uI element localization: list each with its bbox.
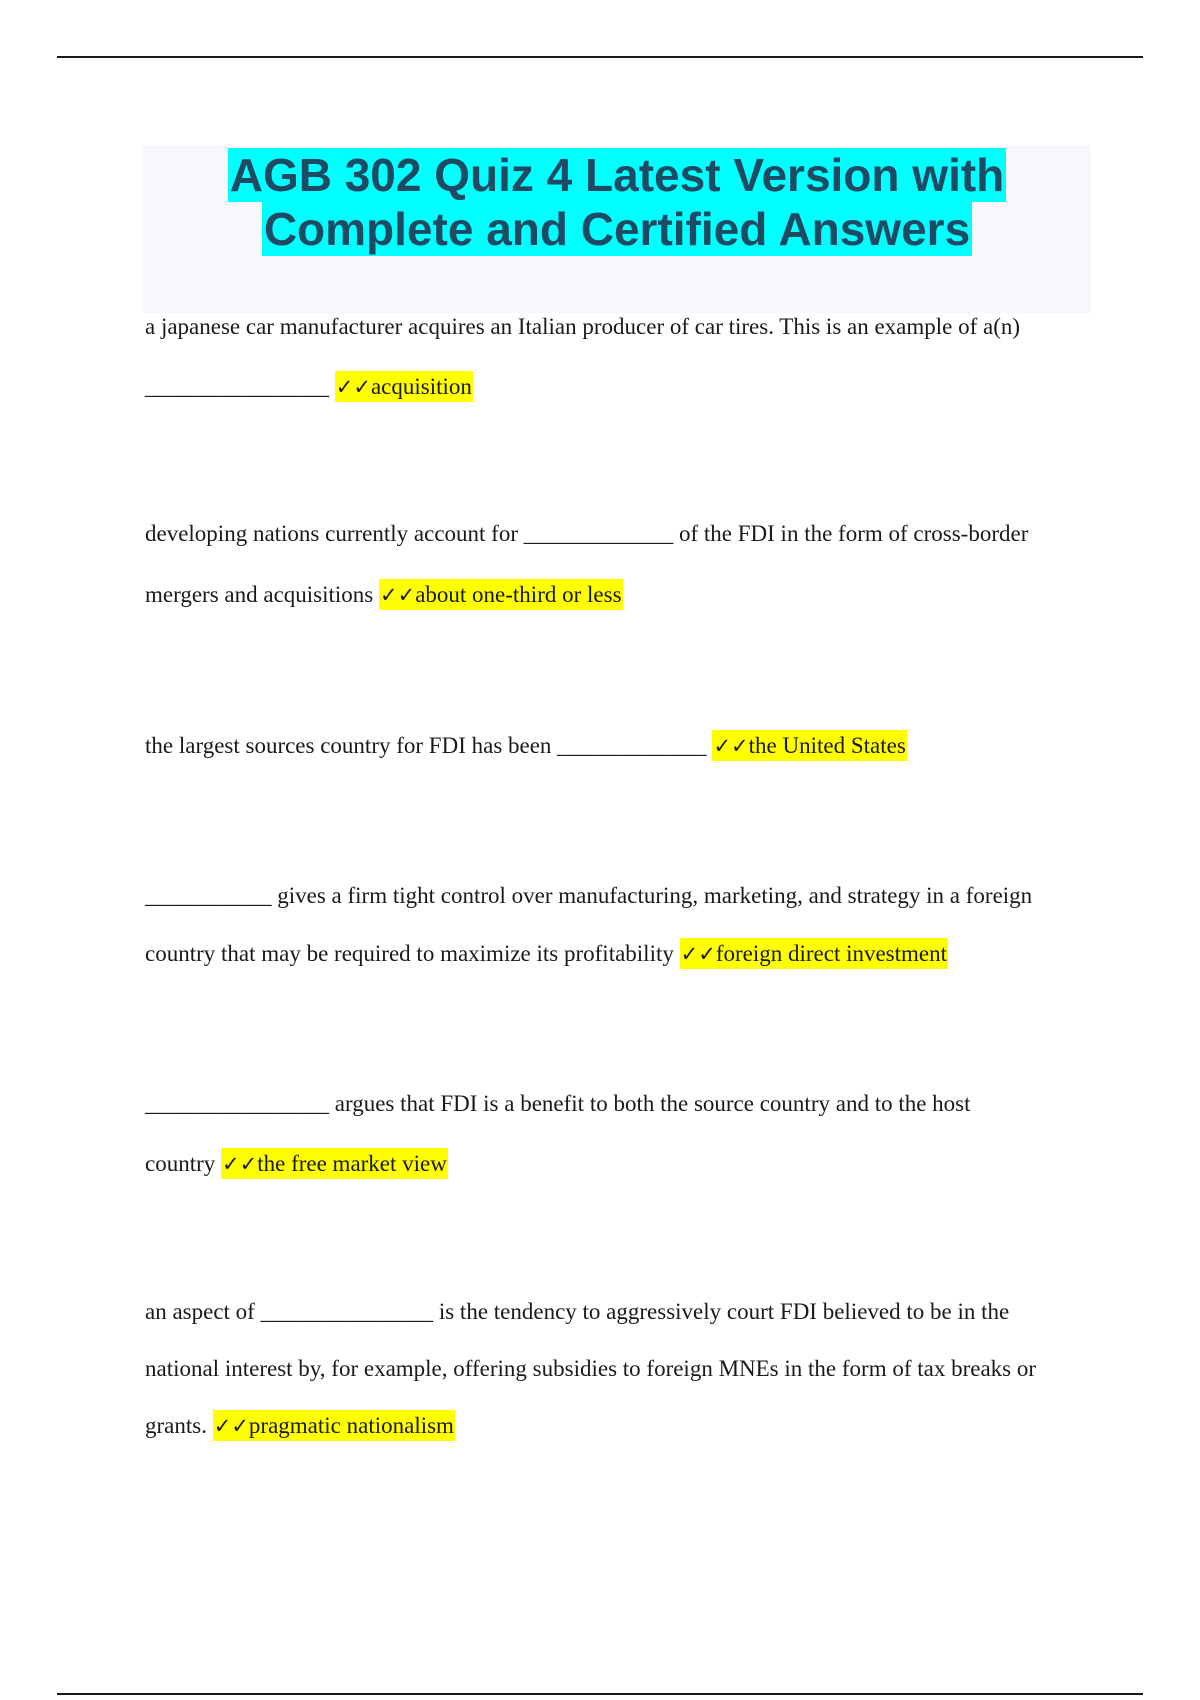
answer-text: the free market view — [257, 1151, 447, 1176]
double-check-icon: ✓✓ — [213, 1414, 249, 1438]
answer-highlight — [213, 1410, 455, 1441]
question-1 — [145, 315, 1095, 398]
question-text: an aspect of _______________ is the tendency to aggressively court FDI believed to be in the — [145, 1299, 1010, 1324]
double-check-icon: ✓✓ — [335, 375, 371, 399]
question-text — [145, 1414, 1095, 1437]
blank: ________________ — [145, 374, 329, 399]
question-text — [145, 375, 1095, 398]
answer-highlight — [221, 1148, 448, 1179]
double-check-icon: ✓✓ — [380, 583, 416, 607]
question-text: ________________ argues that FDI is a benefit to both the source country and to the host — [145, 1091, 971, 1116]
question-6 — [145, 1300, 1095, 1437]
question-text-continued: mergers and acquisitions — [145, 582, 374, 607]
question-4 — [145, 884, 1095, 965]
question-text — [145, 1152, 1095, 1175]
answer-highlight — [335, 371, 473, 402]
answer-highlight — [712, 730, 906, 761]
question-text-main: the largest sources country for FDI has been _____________ — [145, 733, 707, 758]
double-check-icon: ✓✓ — [713, 734, 749, 758]
question-text: developing nations currently account for _____________ of the FDI in the form of cross-border — [145, 521, 1029, 546]
question-text: ___________ gives a firm tight control over manufacturing, marketing, and strategy in a foreign — [145, 883, 1033, 908]
question-5 — [145, 1092, 1095, 1175]
answer-text: foreign direct investment — [715, 941, 948, 966]
document-title-line-1: AGB 302 Quiz 4 Latest Version with — [229, 149, 1005, 201]
question-text: a japanese car manufacturer acquires an Italian producer of car tires. This is an example of a(n) — [145, 314, 1021, 339]
question-text — [145, 583, 1095, 606]
answer-highlight — [680, 938, 948, 969]
question-text — [145, 734, 1095, 757]
answer-text: about one-third or less — [415, 582, 622, 607]
double-check-icon: ✓✓ — [222, 1152, 258, 1176]
question-2 — [145, 522, 1095, 606]
answer-highlight — [379, 579, 623, 610]
document-title-line-2: Complete and Certified Answers — [263, 203, 971, 255]
question-text — [145, 942, 1095, 965]
question-text-continued: country — [145, 1151, 216, 1176]
answer-text: acquisition — [370, 374, 472, 399]
double-check-icon: ✓✓ — [680, 942, 716, 966]
question-text-continued: grants. — [145, 1413, 207, 1438]
question-text-continued: country that may be required to maximize its profitability — [145, 941, 674, 966]
question-3 — [145, 734, 1095, 757]
answer-text: pragmatic nationalism — [248, 1413, 454, 1438]
title-block — [143, 145, 1091, 313]
footer-rule — [57, 1693, 1143, 1695]
question-text: national interest by, for example, offering subsidies to foreign MNEs in the form of tax breaks or — [145, 1356, 1037, 1381]
header-rule — [57, 56, 1143, 58]
answer-text: the United States — [748, 733, 906, 758]
